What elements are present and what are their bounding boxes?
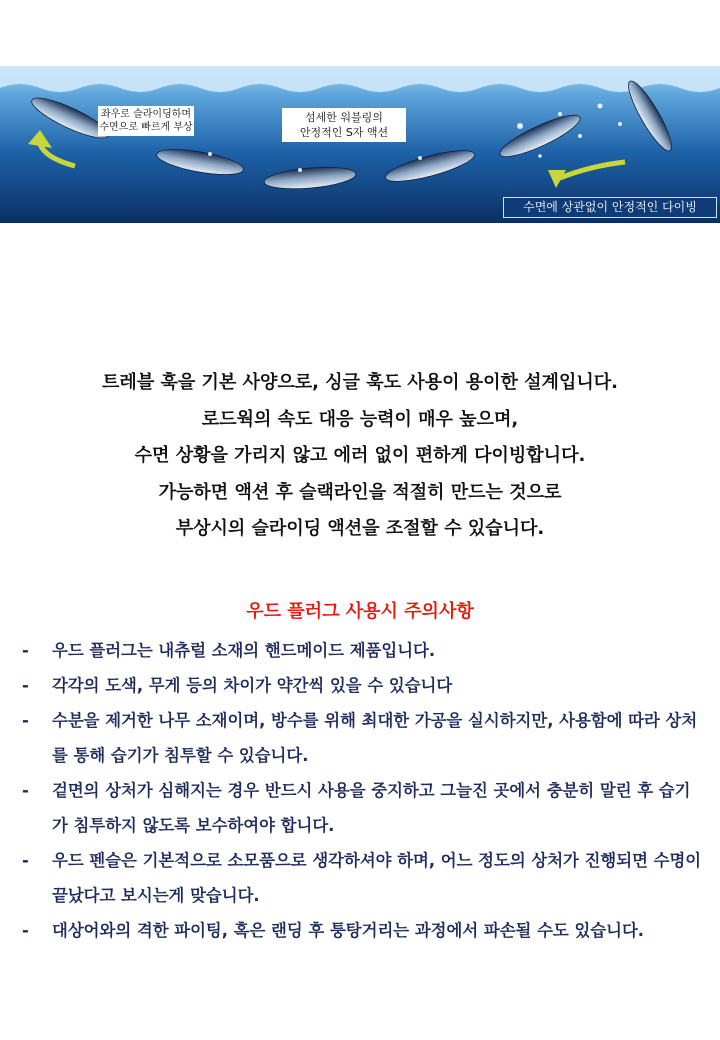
notice-list: [0, 633, 720, 948]
notice-item: [0, 703, 720, 773]
notice-item-text: 각각의 도색, 무게 등의 차이가 약간씩 있을 수 있습니다: [52, 676, 453, 695]
description-line: 부상시의 슬라이딩 액션을 조절할 수 있습니다.: [175, 518, 545, 540]
description-line: 가능하면 액션 후 슬랙라인을 적절히 만드는 것으로: [158, 481, 562, 503]
dash-bullet: -: [22, 711, 29, 730]
dash-bullet: -: [22, 921, 29, 940]
notice-item-text: 우드 플러그는 내츄럴 소재의 핸드메이드 제품입니다.: [52, 641, 436, 660]
dash-bullet: -: [22, 676, 29, 695]
notice-item: [0, 913, 720, 948]
notice-item-text: 수분을 제거한 나무 소재이며, 방수를 위해 최대한 가공을 실시하지만, 사용함에 따라 상처를 통해 습기가 침투할 수 있습니다.: [52, 711, 698, 765]
notice-item: [0, 633, 720, 668]
notice-item: [0, 668, 720, 703]
notice-item: [0, 773, 720, 843]
dash-bullet: -: [22, 851, 29, 870]
notice-item: [0, 843, 720, 913]
caption-diving: 수면에 상관없이 안정적인 다이빙: [503, 197, 717, 218]
description-line: 트레블 훅을 기본 사양으로, 싱글 훅도 사용이 용이한 설계입니다.: [102, 372, 618, 393]
notice-item-text: 우드 펜슬은 기본적으로 소모품으로 생각하셔야 하며, 어느 정도의 상처가 진행되면 수명이 끝났다고 보시는게 맞습니다.: [52, 851, 702, 905]
description-line: 로드웍의 속도 대응 능력이 매우 높으며,: [201, 408, 519, 430]
lure-action-banner: [0, 66, 720, 223]
description-line: 수면 상황을 가리지 않고 에러 없이 편하게 다이빙합니다.: [134, 445, 586, 467]
notice-item-text: 대상어와의 격한 파이팅, 혹은 랜딩 후 퉁탕거리는 과정에서 파손될 수도 있습니다.: [52, 921, 645, 940]
dash-bullet: -: [22, 781, 29, 800]
caption-s-action: 섬세한 워블링의 안정적인 S자 액션: [282, 108, 406, 142]
notice-item-text: 겉면의 상처가 심해지는 경우 반드시 사용을 중지하고 그늘진 곳에서 충분히 말린 후 습기가 침투하지 않도록 보수하여야 합니다.: [52, 781, 691, 835]
notice-title: 우드 플러그 사용시 주의사항: [246, 601, 474, 622]
caption-sliding: 좌우로 슬라이딩하며 수면으로 빠르게 부상: [98, 106, 194, 136]
product-description: [0, 365, 720, 548]
dash-bullet: -: [22, 641, 29, 660]
